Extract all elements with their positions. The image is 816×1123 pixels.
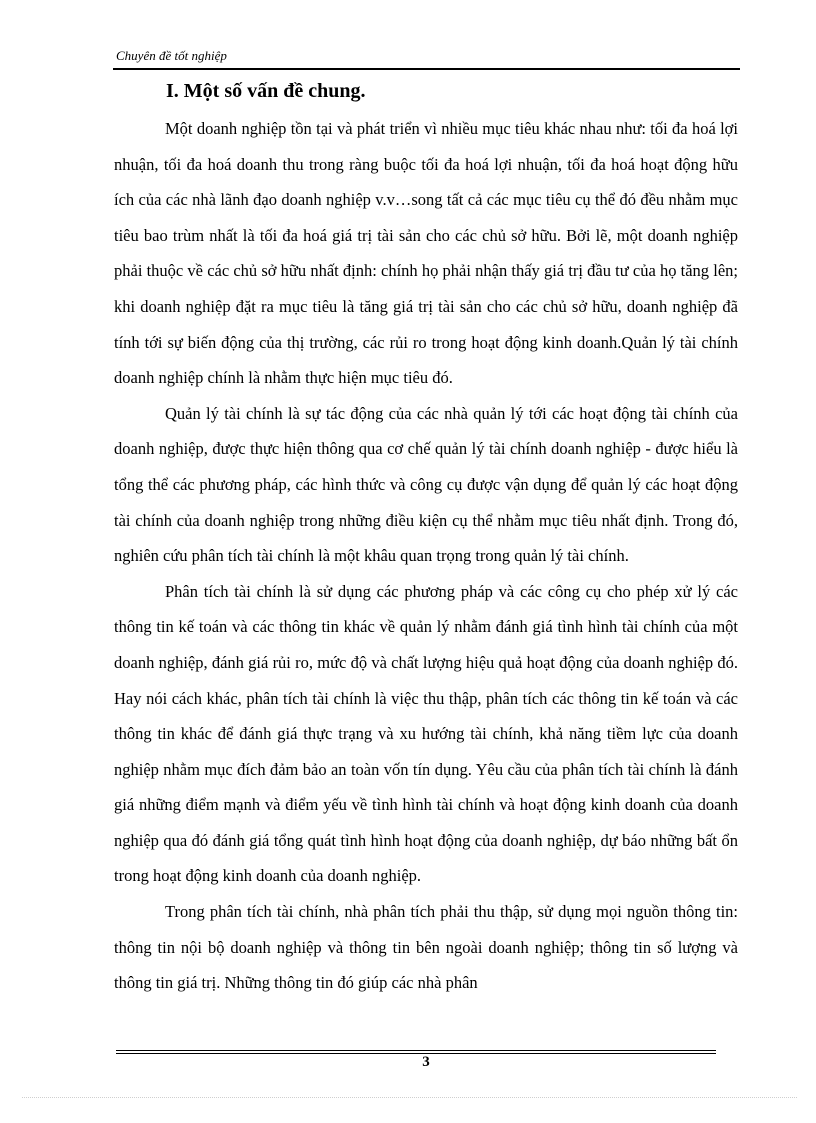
paragraph: Phân tích tài chính là sử dụng các phương pháp và các công cụ cho phép xử lý các thông tin kế toán và các thông tin khác về quản lý nhằm đánh giá tình hình tài chính của một doanh nghiệp, đánh giá rủi ro, mức độ và chất lượng hiệu quả hoạt động của doanh nghiệp đó. Hay nói cách khác, phân tích tài chính là việc thu thập, phân tích các thông tin kế toán và các thông tin khác để đánh giá thực trạng và xu hướng tài chính, khả năng tiềm lực của doanh nghiệp nhằm mục đích đảm bảo an toàn vốn tín dụng. Yêu cầu của phân tích tài chính là đánh giá những điểm mạnh và điểm yếu về tình hình tài chính và hoạt động kinh doanh của doanh nghiệp qua đó đánh giá tổng quát tình hình hoạt động của doanh nghiệp, dự báo những bất ổn trong hoạt động kinh doanh của doanh nghiệp. xyxy=(114,581,738,886)
page-number: 3 xyxy=(422,1054,430,1070)
paragraph: Quản lý tài chính là sự tác động của các nhà quản lý tới các hoạt động tài chính của doanh nghiệp, được thực hiện thông qua cơ chế quản lý tài chính doanh nghiệp - được hiểu là tổng thể các phương pháp, các hình thức và công cụ được vận dụng để quản lý các hoạt động tài chính của doanh nghiệp trong những điều kiện cụ thể nhằm mục tiêu nhất định. Trong đó, nghiên cứu phân tích tài chính là một khâu quan trọng trong quản lý tài chính. xyxy=(114,403,738,566)
paragraph: Một doanh nghiệp tồn tại và phát triển vì nhiều mục tiêu khác nhau như: tối đa hoá lợi nhuận, tối đa hoá doanh thu trong ràng buộc tối đa hoá lợi nhuận, tối đa hoá hoạt động hữu ích của các nhà lãnh đạo doanh nghiệp v.v…song tất cả các mục tiêu cụ thể đó đều nhằm mục tiêu bao trùm nhất là tối đa hoá giá trị tài sản cho các chủ sở hữu. Bởi lẽ, một doanh nghiệp phải thuộc về các chủ sở hữu nhất định: chính họ phải nhận thấy giá trị đầu tư của họ tăng lên; khi doanh nghiệp đặt ra mục tiêu là tăng giá trị tài sản cho các chủ sở hữu, doanh nghiệp đã tính tới sự biến động của thị trường, các rủi ro trong hoạt động kinh doanh.Quản lý tài chính doanh nghiệp chính là nhằm thực hiện mục tiêu đó. xyxy=(114,119,738,388)
page-bottom-dotted-line xyxy=(22,1097,797,1098)
section-title: I. Một số vấn đề chung. xyxy=(166,80,366,102)
header-divider xyxy=(113,68,740,70)
body-text xyxy=(114,111,738,1001)
paragraph: Trong phân tích tài chính, nhà phân tích phải thu thập, sử dụng mọi nguồn thông tin: thông tin nội bộ doanh nghiệp và thông tin bên ngoài doanh nghiệp; thông tin số lượng và thông tin giá trị. Những thông tin đó giúp các nhà phân xyxy=(114,902,738,993)
footer-divider-top xyxy=(116,1050,716,1051)
running-header: Chuyên đề tốt nghiệp xyxy=(116,48,227,63)
